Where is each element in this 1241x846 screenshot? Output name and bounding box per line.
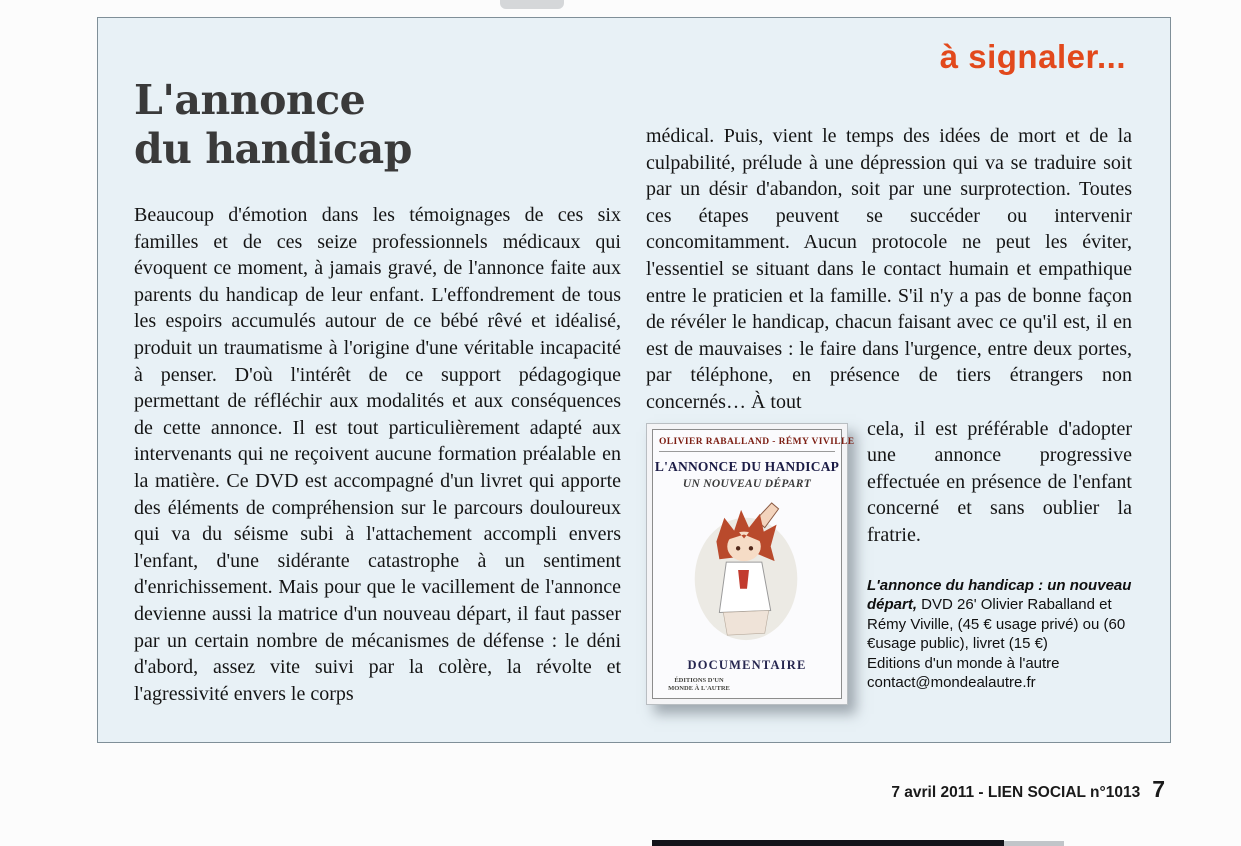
dvd-category-label: DOCUMENTAIRE	[687, 657, 807, 672]
footer-date: 7 avril 2011 -	[891, 784, 988, 801]
dvd-cover-image	[646, 423, 855, 705]
caption-details: DVD 26' Olivier Raballand et Rémy Viville, (45 € usage privé) ou (60 €usage public), livret (15 €)	[867, 596, 1126, 652]
article-title	[134, 76, 412, 174]
article-right-column	[646, 123, 1132, 713]
article-left-column	[134, 202, 621, 707]
page-footer	[891, 776, 1165, 803]
dvd-subtitle: UN NOUVEAU DÉPART	[682, 477, 812, 490]
dvd-title: L'ANNONCE DU HANDICAP	[654, 458, 840, 474]
scan-artifact-bottom-gray	[1004, 841, 1064, 846]
article-title-line2: du handicap	[134, 125, 412, 173]
scan-artifact-bottom-dark	[652, 840, 1004, 846]
magazine-page	[97, 17, 1171, 743]
dvd-cover-inner	[652, 429, 855, 699]
manga-girl-illustration-icon	[659, 490, 835, 658]
dvd-authors: OLIVIER RABALLAND - RÉMY VIVILLE	[659, 437, 835, 452]
section-tagline: à signaler...	[939, 38, 1126, 75]
article-paragraph-left: Beaucoup d'émotion dans les témoignages de ces six familles et de ces seize professionnels médicaux qui évoquent ce moment, à jamais gravé, de l'annonce faite aux parents du handicap de leur enfant. L'effondrement de tous les espoirs accumulés autour de ce bébé rêvé et idéalisé, produit un traumatisme à l'origine d'une véritable incapacité à penser. D'où l'intérêt de ce support pédagogique permettant de réfléchir aux modalités et aux conséquences de cette annonce. Il est tout particulièrement adapté aux intervenants qui ne reçoivent aucune formation préalable en la matière. Ce DVD est accompagné d'un livret qui apporte des éléments de compréhension sur le parcours douloureux qui va du séisme subi à l'attachement accompli envers l'enfant, d'une sidérante catastrophe à un sentiment d'enrichissement. Mais pour que le vacillement de l'annonce devienne aussi la matrice d'un nouveau départ, il faut passer par un certain nombre de mécanismes de défense : le déni d'abord, assez vite suivi par la colère, la révolte et l'agressivité envers le corps	[134, 204, 621, 705]
article-paragraph-right-wrapped: cela, il est préférable d'adopter une annonce progressive effectuée en présence de l'enfant concerné et sans oublier la fratrie.	[867, 417, 1132, 546]
caption-contact-email: contact@mondealautre.fr	[867, 674, 1036, 691]
dvd-publisher-logo: ÉDITIONS D'UN MONDE À L'AUTRE	[668, 676, 730, 692]
scan-artifact-top	[500, 0, 564, 9]
article-title-line1: L'annonce	[134, 76, 366, 124]
footer-publication: LIEN SOCIAL n°1013	[987, 784, 1141, 801]
footer-page-number: 7	[1152, 776, 1165, 802]
caption-work-title: L'annonce du handicap : un nouveau départ,	[867, 576, 1132, 613]
caption-publisher: Editions d'un monde à l'autre	[867, 654, 1060, 672]
image-wrap-region	[646, 416, 1132, 713]
article-paragraph-right-top: médical. Puis, vient le temps des idées de mort et de la culpabilité, prélude à une dépression qui va se traduire soit par un désir d'abandon, soit par une surprotection. Toutes ces étapes peuvent se succéder ou intervenir concomitamment. Aucun protocole ne peut les éviter, l'essentiel se situant dans le contact humain et empathique entre le praticien et la famille. S'il n'y a pas de bonne façon de révéler le handicap, chacun faisant avec ce qu'il est, il en est de mauvaises : le faire dans l'urgence, entre deux portes, par téléphone, en présence de tiers étrangers non concernés… À tout	[646, 125, 1132, 413]
